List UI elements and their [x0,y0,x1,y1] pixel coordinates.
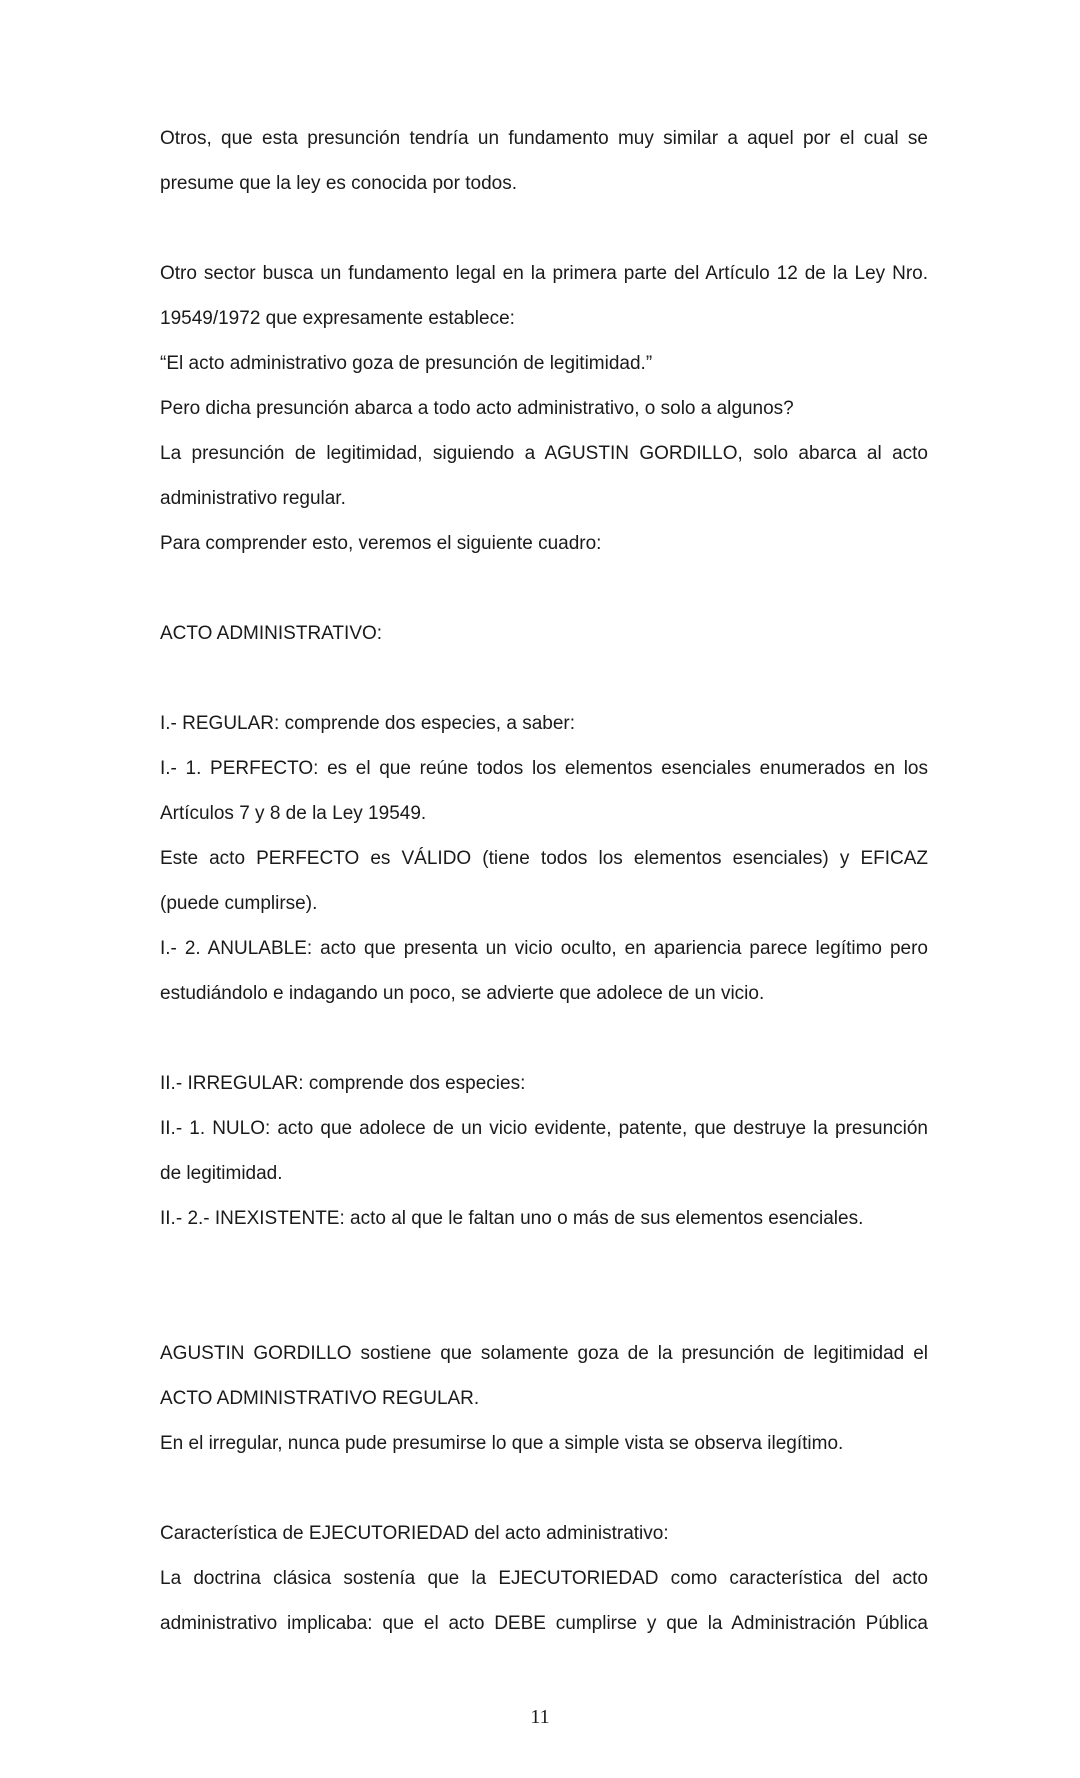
list-item: II.- IRREGULAR: comprende dos especies: [160,1073,526,1094]
text-line: En el irregular, nunca pude presumirse lo que a simple vista se observa ilegítimo. [160,1433,844,1454]
text-line: de legitimidad. [160,1163,283,1184]
section-heading: Característica de EJECUTORIEDAD del acto administrativo: [160,1523,669,1544]
text-line: La doctrina clásica sostenía que la EJECUTORIEDAD como característica del acto [160,1568,928,1589]
text-line: Pero dicha presunción abarca a todo acto administrativo, o solo a algunos? [160,398,794,419]
quoted-article: “El acto administrativo goza de presunción de legitimidad.” [160,353,653,374]
text-line: ACTO ADMINISTRATIVO REGULAR. [160,1388,480,1409]
text-line: Para comprender esto, veremos el siguiente cuadro: [160,533,602,554]
text-line: estudiándolo e indagando un poco, se advierte que adolece de un vicio. [160,983,765,1004]
text-line: Artículos 7 y 8 de la Ley 19549. [160,803,427,824]
section-heading: ACTO ADMINISTRATIVO: [160,623,383,644]
text-line: presume que la ley es conocida por todos. [160,173,517,194]
text-line: 19549/1972 que expresamente establece: [160,308,515,329]
text-line: AGUSTIN GORDILLO sostiene que solamente goza de la presunción de legitimidad el [160,1343,928,1364]
list-item: I.- REGULAR: comprende dos especies, a saber: [160,713,576,734]
list-item: II.- 1. NULO: acto que adolece de un vicio evidente, patente, que destruye la presunción [160,1118,928,1139]
text-line: (puede cumplirse). [160,893,318,914]
list-item: I.- 2. ANULABLE: acto que presenta un vicio oculto, en apariencia parece legítimo pero [160,938,928,959]
list-item: I.- 1. PERFECTO: es el que reúne todos los elementos esenciales enumerados en los [160,758,928,779]
text-line: administrativo implicaba: que el acto DEBE cumplirse y que la Administración Pública [160,1613,928,1634]
text-line: administrativo regular. [160,488,346,509]
text-line: Otro sector busca un fundamento legal en la primera parte del Artículo 12 de la Ley Nro. [160,263,928,284]
text-line: La presunción de legitimidad, siguiendo a AGUSTIN GORDILLO, solo abarca al acto [160,443,928,464]
text-line: Otros, que esta presunción tendría un fundamento muy similar a aquel por el cual se [160,128,928,149]
page-number: 11 [530,1706,550,1728]
list-item: II.- 2.- INEXISTENTE: acto al que le faltan uno o más de sus elementos esenciales. [160,1208,864,1229]
text-line: Este acto PERFECTO es VÁLIDO (tiene todos los elementos esenciales) y EFICAZ [160,848,928,869]
